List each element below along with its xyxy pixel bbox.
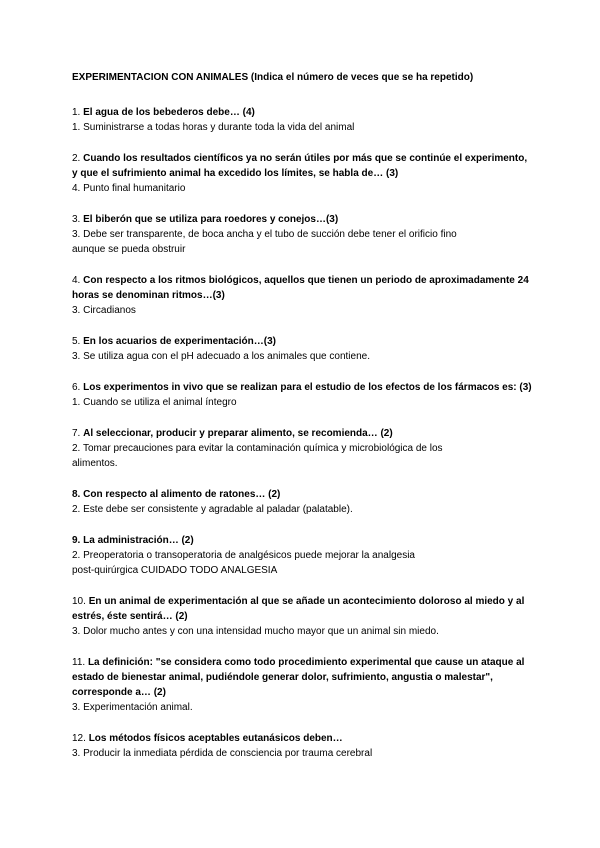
question-item bbox=[72, 426, 532, 471]
answer-text: 3. Se utiliza agua con el pH adecuado a los animales que contiene. bbox=[72, 351, 370, 362]
document-page bbox=[72, 72, 532, 777]
question-text bbox=[72, 334, 532, 349]
question-number: 8. bbox=[72, 489, 81, 500]
question-number: 6. bbox=[72, 382, 81, 393]
question-number: 7. bbox=[72, 428, 81, 439]
question-item bbox=[72, 380, 532, 410]
answer-text: 2. Preoperatoria o transoperatoria de analgésicos puede mejorar la analgesia post-quirúrgica CUIDADO TODO ANALGESIA bbox=[72, 550, 415, 576]
question-number: 10. bbox=[72, 596, 86, 607]
question-text bbox=[72, 273, 532, 303]
question-statement: El biberón que se utiliza para roedores y conejos…(3) bbox=[83, 214, 339, 225]
answer-text: 3. Producir la inmediata pérdida de consciencia por trauma cerebral bbox=[72, 748, 373, 759]
question-number: 3. bbox=[72, 214, 81, 225]
question-text bbox=[72, 487, 532, 502]
question-number: 9. bbox=[72, 535, 81, 546]
answer-text: 2. Este debe ser consistente y agradable al paladar (palatable). bbox=[72, 504, 353, 515]
question-statement: En un animal de experimentación al que se añade un acontecimiento doloroso al miedo y al estrés, éste sentirá… (2) bbox=[72, 596, 525, 622]
question-statement: Los experimentos in vivo que se realizan para el estudio de los efectos de los fármacos es: (3) bbox=[83, 382, 532, 393]
question-item bbox=[72, 273, 532, 318]
question-text bbox=[72, 380, 532, 395]
question-text bbox=[72, 594, 532, 624]
question-statement: El agua de los bebederos debe… (4) bbox=[83, 107, 255, 118]
question-item bbox=[72, 655, 532, 715]
answer-text: 2. Tomar precauciones para evitar la contaminación química y microbiológica de los alimentos. bbox=[72, 443, 443, 469]
question-item bbox=[72, 151, 532, 196]
question-item bbox=[72, 731, 532, 761]
question-statement: La definición: "se considera como todo procedimiento experimental que cause un ataque al estado de bienestar animal, pudiéndole generar dolor, sufrimiento, angustia o malestar", corresponde a… (2) bbox=[72, 657, 525, 698]
question-text bbox=[72, 151, 532, 181]
question-text bbox=[72, 533, 532, 548]
question-number: 5. bbox=[72, 336, 81, 347]
question-text bbox=[72, 105, 532, 120]
question-statement: La administración… (2) bbox=[83, 535, 194, 546]
question-text bbox=[72, 655, 532, 700]
question-statement: Con respecto a los ritmos biológicos, aquellos que tienen un periodo de aproximadamente 24 horas se denominan ritmos…(3) bbox=[72, 275, 529, 301]
question-item bbox=[72, 487, 532, 517]
question-number: 1. bbox=[72, 107, 81, 118]
answer-text: 1. Cuando se utiliza el animal íntegro bbox=[72, 397, 237, 408]
answer-text: 4. Punto final humanitario bbox=[72, 183, 186, 194]
question-number: 2. bbox=[72, 153, 81, 164]
question-statement: En los acuarios de experimentación…(3) bbox=[83, 336, 276, 347]
question-statement: Los métodos físicos aceptables eutanásicos deben… bbox=[88, 733, 343, 744]
question-item bbox=[72, 594, 532, 639]
question-text bbox=[72, 212, 532, 227]
question-statement: Al seleccionar, producir y preparar alimento, se recomienda… (2) bbox=[83, 428, 393, 439]
question-statement: Cuando los resultados científicos ya no serán útiles por más que se continúe el experimento, y que el sufrimiento animal ha excedido los límites, se habla de… (3) bbox=[72, 153, 528, 179]
answer-text: 3. Dolor mucho antes y con una intensidad mucho mayor que un animal sin miedo. bbox=[72, 626, 439, 637]
question-item bbox=[72, 105, 532, 135]
document-title: EXPERIMENTACION CON ANIMALES (Indica el número de veces que se ha repetido) bbox=[72, 72, 474, 83]
answer-text: 3. Experimentación animal. bbox=[72, 702, 193, 713]
question-statement: Con respecto al alimento de ratones… (2) bbox=[83, 489, 281, 500]
question-text bbox=[72, 426, 532, 441]
answer-text: 3. Circadianos bbox=[72, 305, 136, 316]
question-number: 4. bbox=[72, 275, 81, 286]
question-item bbox=[72, 533, 532, 578]
answer-text: 1. Suministrarse a todas horas y durante toda la vida del animal bbox=[72, 122, 355, 133]
question-item bbox=[72, 334, 532, 364]
question-number: 11. bbox=[72, 657, 86, 668]
question-number: 12. bbox=[72, 733, 86, 744]
question-item bbox=[72, 212, 532, 257]
question-text bbox=[72, 731, 532, 746]
answer-text: 3. Debe ser transparente, de boca ancha y el tubo de succión debe tener el orificio fino aunque se pueda obstruir bbox=[72, 229, 457, 255]
